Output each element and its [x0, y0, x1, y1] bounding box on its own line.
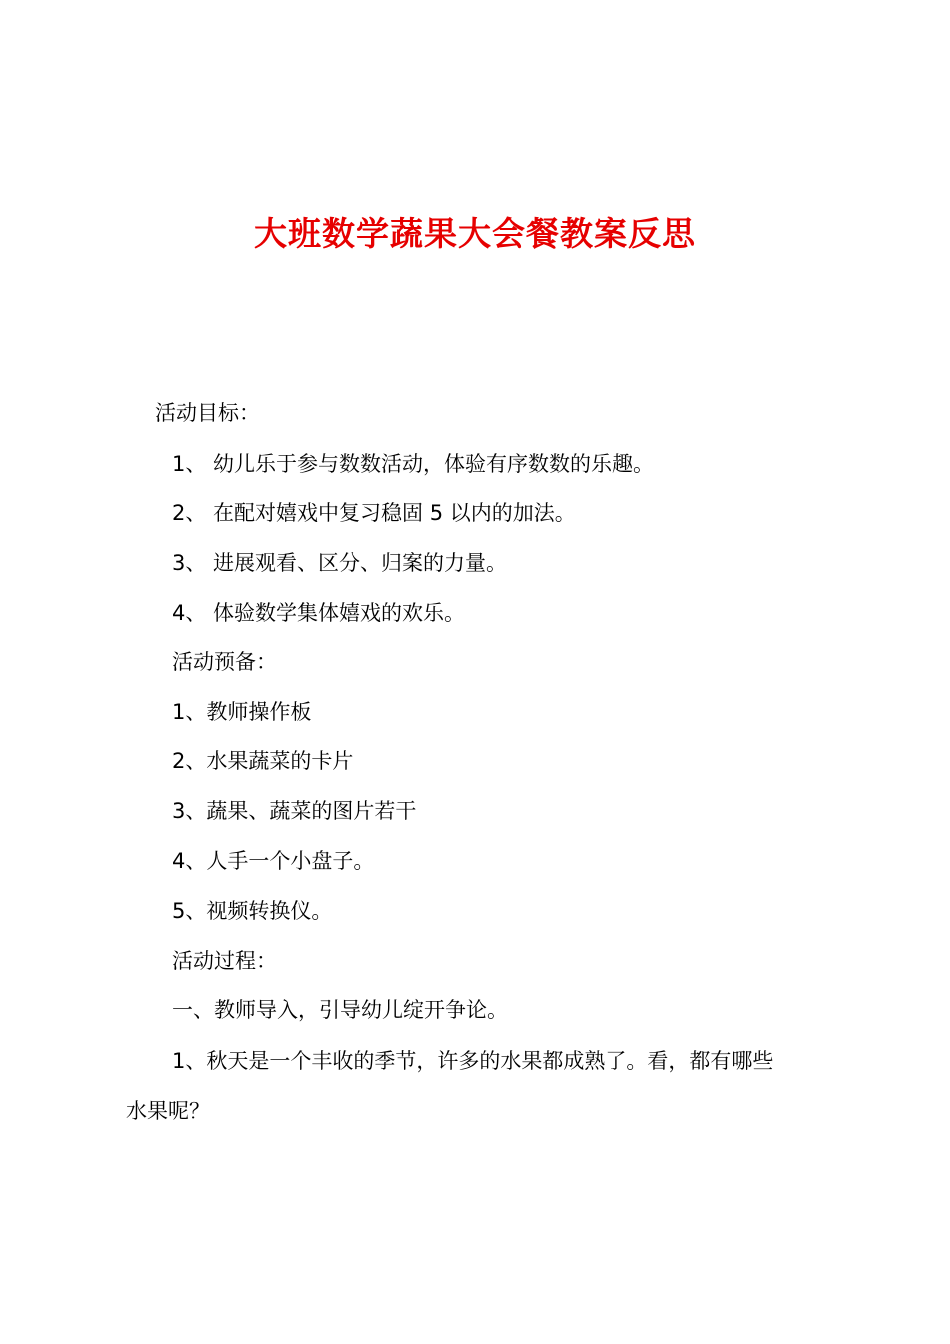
goals-heading: 活动目标：: [155, 401, 260, 425]
prep-item-3: 3、蔬果、蔬菜的图片若干: [172, 799, 417, 823]
process-item-1-line-1: 1、秋天是一个丰收的季节，许多的水果都成熟了。看，都有哪些: [172, 1049, 774, 1073]
page-title: 大班数学蔬果大会餐教案反思: [254, 214, 696, 253]
goal-item-2: 2、 在配对嬉戏中复习稳固 5 以内的加法。: [172, 501, 576, 525]
prep-item-4: 4、人手一个小盘子。: [172, 849, 375, 873]
prep-item-1: 1、教师操作板: [172, 700, 312, 724]
goal-item-3: 3、 进展观看、区分、归案的力量。: [172, 551, 508, 575]
goal-item-4: 4、 体验数学集体嬉戏的欢乐。: [172, 601, 466, 625]
prep-heading: 活动预备：: [172, 650, 277, 674]
goal-item-1: 1、 幼儿乐于参与数数活动，体验有序数数的乐趣。: [172, 452, 655, 476]
prep-item-5: 5、视频转换仪。: [172, 899, 333, 923]
process-item-1-line-2: 水果呢？: [126, 1099, 210, 1123]
process-step-1: 一、教师导入，引导幼儿绽开争论。: [172, 998, 508, 1022]
process-heading: 活动过程：: [172, 949, 277, 973]
prep-item-2: 2、水果蔬菜的卡片: [172, 749, 354, 773]
